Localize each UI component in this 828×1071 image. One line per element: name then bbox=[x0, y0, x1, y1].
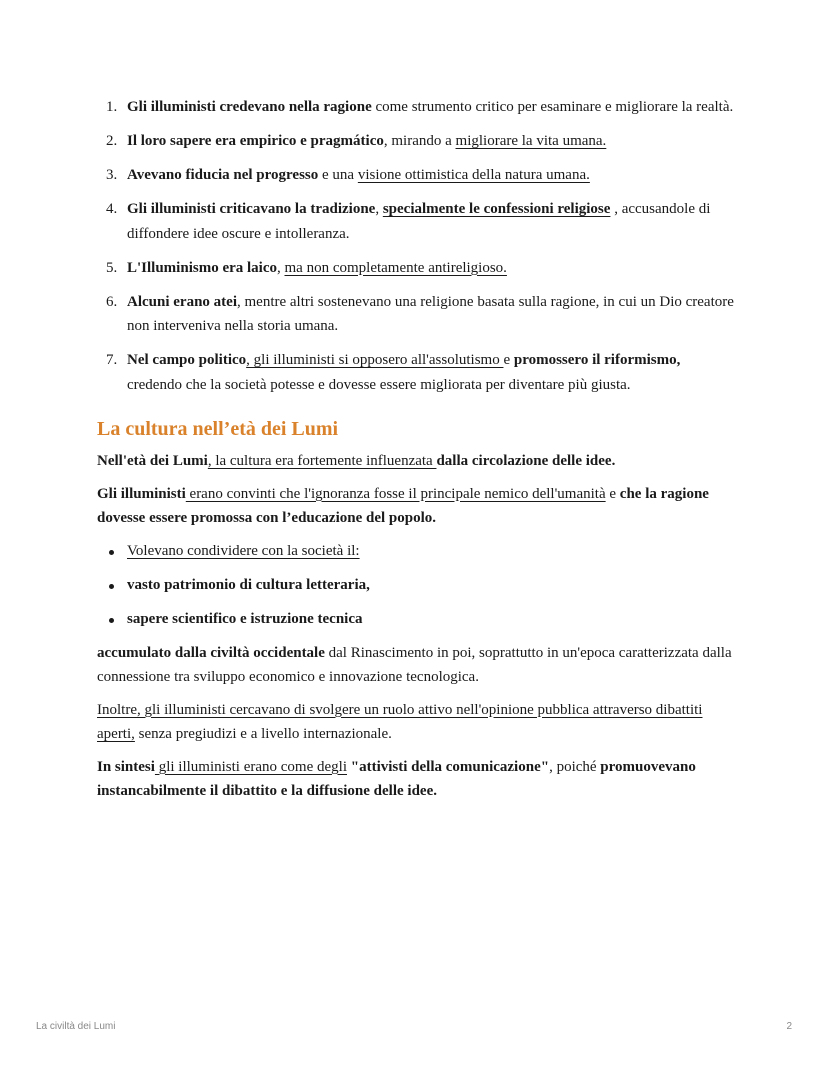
item-bold-underlined-text: specialmente le confessioni religiose bbox=[382, 201, 611, 217]
bullet-item bbox=[97, 539, 737, 564]
bold-text: vasto patrimonio di cultura letteraria, bbox=[127, 576, 370, 593]
paragraph-inoltre bbox=[97, 698, 737, 747]
item-underlined-text: ma non completamente antireligioso. bbox=[284, 259, 507, 276]
item-bold-text: Nel campo politico bbox=[127, 352, 247, 368]
bold-text: Gli illuministi bbox=[97, 485, 186, 502]
underlined-text: erano convinti che l'ignoranza fosse il principale nemico dell'umanità bbox=[185, 485, 606, 502]
item-text: come strumento critico per esaminare e migliorare la realtà. bbox=[371, 99, 734, 115]
item-bold-text: Avevano fiducia nel progresso bbox=[127, 167, 319, 183]
item-number: 5. bbox=[106, 259, 118, 276]
paragraph-sintesi bbox=[97, 755, 737, 804]
item-text: e una bbox=[318, 167, 358, 183]
bold-text: "attivisti della comunicazione" bbox=[350, 758, 550, 775]
list-item bbox=[97, 163, 737, 188]
item-underlined-text: migliorare la vita umana. bbox=[455, 133, 607, 149]
footer-page-number: 2 bbox=[786, 1021, 792, 1032]
list-item bbox=[97, 129, 737, 154]
list-item bbox=[97, 290, 737, 339]
item-text: , accusandole di diffondere idee oscure e intolleranza. bbox=[127, 201, 711, 242]
bold-text: dalla circolazione delle idee. bbox=[436, 453, 616, 469]
item-number: 4. bbox=[106, 201, 118, 217]
item-bold-text: Gli illuministi criticavano la tradizione bbox=[127, 201, 376, 217]
underlined-text: Volevano condividere con la società il: bbox=[127, 542, 360, 559]
list-item bbox=[97, 197, 737, 246]
item-text: , bbox=[375, 201, 383, 217]
bold-text: accumulato dalla civiltà occidentale bbox=[97, 644, 325, 661]
list-item bbox=[97, 95, 737, 120]
footer-document-title: La civiltà dei Lumi bbox=[36, 1021, 116, 1032]
plain-text: dal Rinascimento in poi, soprattutto in un'epoca caratterizzata dalla connessione tra sviluppo economico e innovazione tecnologica. bbox=[97, 644, 732, 685]
item-text: credendo che la società potesse e dovesse essere migliorata per diventare più giusta. bbox=[127, 376, 631, 393]
item-bold-text: Il loro sapere era empirico e pragmático bbox=[127, 133, 384, 149]
item-bold-text: promossero il riformismo, bbox=[513, 352, 681, 368]
item-bold-text: Alcuni erano atei bbox=[127, 293, 237, 310]
plain-text: senza pregiudizi e a livello internazionale. bbox=[134, 726, 392, 742]
paragraph-intro bbox=[97, 449, 737, 474]
section-heading: La cultura nell’età dei Lumi bbox=[97, 418, 339, 440]
item-number: 6. bbox=[106, 293, 118, 310]
list-item bbox=[97, 256, 737, 281]
underlined-text: , la cultura era fortemente influenzata bbox=[207, 453, 437, 469]
bold-text: promuovevano instancabilmente il dibattito e la diffusione delle idee. bbox=[97, 758, 696, 799]
key-points-list bbox=[97, 95, 737, 397]
item-text: , mirando a bbox=[383, 133, 456, 149]
item-text: , bbox=[277, 259, 285, 276]
item-text: , mentre altri sostenevano una religione basata sulla ragione, in cui un Dio creatore non interveniva nella storia umana. bbox=[127, 293, 734, 334]
bullet-item bbox=[97, 573, 737, 598]
list-item bbox=[97, 348, 737, 397]
paragraph-illuministi bbox=[97, 482, 737, 531]
bullet-list bbox=[97, 539, 737, 632]
plain-text: , poiché bbox=[549, 758, 601, 775]
bold-text: sapere scientifico e istruzione tecnica bbox=[127, 610, 363, 627]
paragraph-accumulato bbox=[97, 641, 737, 690]
bullet-item bbox=[97, 607, 737, 632]
underlined-text: Inoltre, gli illuministi cercavano di svolgere un ruolo attivo nell'opinione pubblica attraverso dibattiti aperti, bbox=[97, 701, 703, 742]
item-underlined-text: visione ottimistica della natura umana. bbox=[357, 167, 590, 183]
bold-text: che la ragione dovesse essere promossa con l’educazione del popolo. bbox=[97, 485, 709, 526]
item-number: 1. bbox=[106, 99, 118, 115]
item-bold-text: Gli illuministi credevano nella ragione bbox=[127, 99, 372, 115]
bold-text: Nell'età dei Lumi bbox=[97, 453, 208, 469]
item-number: 7. bbox=[106, 352, 118, 368]
item-bold-text: L'Illuminismo era laico bbox=[127, 259, 277, 276]
item-text: e bbox=[503, 352, 514, 368]
page-content bbox=[97, 95, 737, 812]
plain-text: e bbox=[605, 485, 620, 502]
item-number: 2. bbox=[106, 133, 118, 149]
underlined-text: gli illuministi erano come degli bbox=[154, 758, 347, 775]
bold-text: In sintesi bbox=[97, 758, 155, 775]
item-underlined-text: , gli illuministi si opposero all'assolutismo bbox=[246, 352, 504, 368]
item-number: 3. bbox=[106, 167, 118, 183]
